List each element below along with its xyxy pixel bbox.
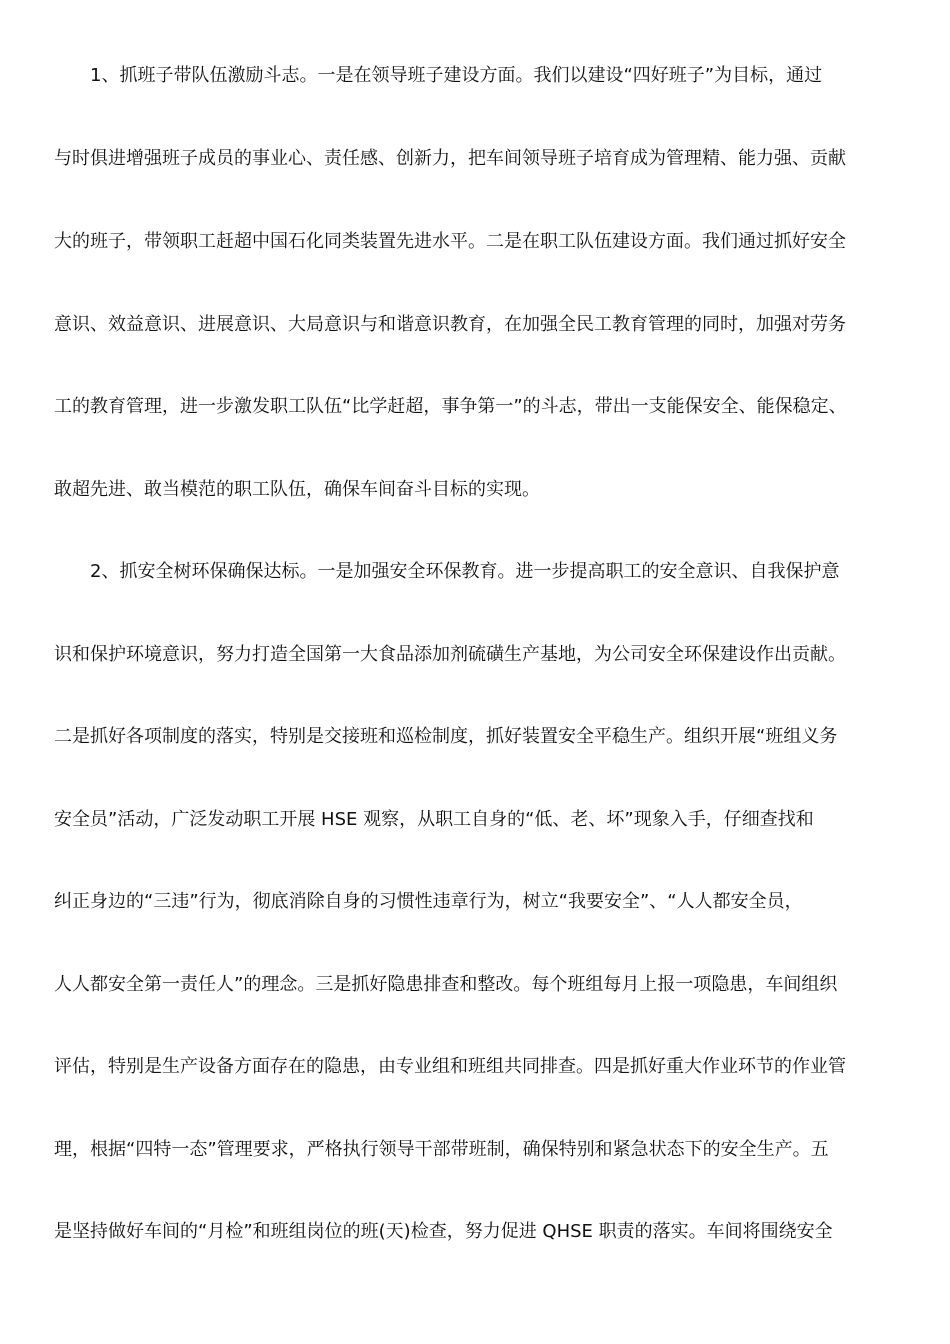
text-line: 是坚持做好车间的“月检”和班组岗位的班(天)检查，努力促进 QHSE 职责的落实。车间将围绕安全 xyxy=(54,1221,833,1242)
text-line: 1、抓班子带队伍激励斗志。一是在领导班子建设方面。我们以建设“四好班子”为目标，通过 xyxy=(90,65,823,86)
text-line: 2、抓安全树环保确保达标。一是加强安全环保教育。进一步提高职工的安全意识、自我保护意 xyxy=(90,561,840,582)
text-line: 敢超先进、敢当模范的职工队伍，确保车间奋斗目标的实现。 xyxy=(54,479,540,500)
text-line: 意识、效益意识、进展意识、大局意识与和谐意识教育，在加强全民工教育管理的同时，加强对劳务 xyxy=(54,314,846,335)
text-line: 与时俱进增强班子成员的事业心、责任感、创新力，把车间领导班子培育成为管理精、能力强、贡献 xyxy=(54,148,846,169)
text-line: 大的班子，带领职工赶超中国石化同类装置先进水平。二是在职工队伍建设方面。我们通过抓好安全 xyxy=(54,231,846,252)
text-line: 安全员”活动，广泛发动职工开展 HSE 观察，从职工自身的“低、老、坏”现象入手，仔细查找和 xyxy=(54,809,814,830)
text-line: 理，根据“四特一态”管理要求，严格执行领导干部带班制，确保特别和紧急状态下的安全生产。五 xyxy=(54,1139,829,1160)
text-line: 纠正身边的“三违”行为，彻底消除自身的习惯性违章行为，树立“我要安全”、“人人都安全员， xyxy=(54,891,803,912)
text-line: 人人都安全第一责任人”的理念。三是抓好隐患排查和整改。每个班组每月上报一项隐患，车间组织 xyxy=(54,974,838,995)
text-line: 二是抓好各项制度的落实，特别是交接班和巡检制度，抓好装置安全平稳生产。组织开展“班组义务 xyxy=(54,726,838,747)
text-line: 评估，特别是生产设备方面存在的隐患，由专业组和班组共同排查。四是抓好重大作业环节的作业管 xyxy=(54,1056,846,1077)
text-line: 工的教育管理，进一步激发职工队伍“比学赶超，事争第一”的斗志，带出一支能保安全、能保稳定、 xyxy=(54,396,847,417)
text-line: 识和保护环境意识，努力打造全国第一大食品添加剂硫磺生产基地，为公司安全环保建设作出贡献。 xyxy=(54,644,846,665)
